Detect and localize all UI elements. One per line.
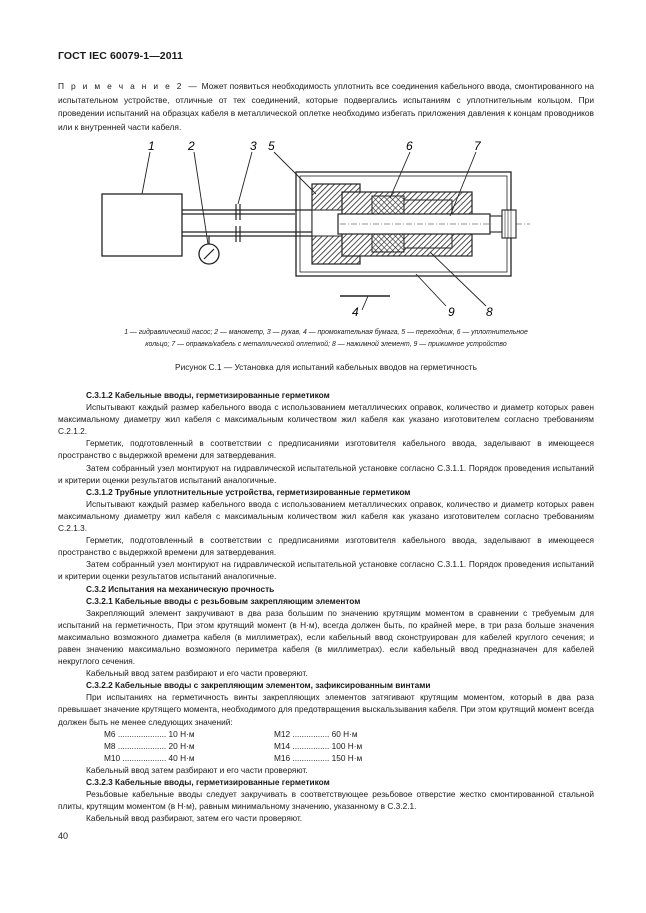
paragraph: Герметик, подготовленный в соответствии с предписаниями изготовителя кабельного ввода, заделывают в имеющееся пространство с выдержкой времени для затвердевания. bbox=[58, 438, 594, 461]
figure-caption: Рисунок С.1 — Установка для испытаний кабельных вводов на герметичность bbox=[175, 362, 477, 372]
paragraph: При испытаниях на герметичность винты закрепляющих элементов затягивают крутящим моментом, который в два раза превышает значение крутящего момента, необходимого для предотвращения выскальзывания кабеля. При этом крутящий момент всегда должен быть не менее следующих значений: bbox=[58, 692, 594, 727]
label-6: 6 bbox=[406, 139, 413, 153]
label-1: 1 bbox=[148, 139, 155, 153]
torque-row bbox=[104, 728, 594, 740]
paragraph: Герметик, подготовленный в соответствии с предписаниями изготовителя кабельного ввода, заделывают в имеющееся пространство с выдержкой времени для затвердевания. bbox=[58, 535, 594, 558]
paragraph: Кабельный ввод разбирают, затем его части проверяют. bbox=[86, 813, 303, 824]
body-text bbox=[58, 389, 594, 824]
paragraph: Кабельный ввод затем разбирают и его части проверяют. bbox=[86, 668, 308, 679]
standard-header: ГОСТ IEC 60079-1—2011 bbox=[58, 50, 183, 62]
torque-row bbox=[104, 752, 594, 764]
torque-value: M12 ................ 60 Н·м bbox=[274, 728, 358, 739]
label-2: 2 bbox=[188, 139, 195, 153]
note-text: Может появиться необходимость уплотнить все соединения кабельного ввода, смонтированного на испытательном устройстве, отличные от тех соединений, которые подвергались испытаниям с уплотнительным кольцом. При проведении испытаний на образцах кабеля в металлической оплетке необходимо избегать приложения давления к концам проводников или к внутренней части кабеля. bbox=[58, 81, 594, 132]
pump-box bbox=[102, 194, 182, 256]
legend-line-2: кольцо; 7 — оправка/кабель с металлической оплеткой; 8 — нажимной элемент, 9 — прижимное устройство bbox=[145, 340, 507, 348]
section-heading: С.3.2 Испытания на механическую прочность bbox=[86, 583, 275, 594]
paragraph: Резьбовые кабельные вводы следует закручивать в соответствующее резьбовое отверстие жестко смонтированной стальной плиты, крутящим моментом (в Н·м), равным минимальному значению, указанному в С.3.2.1. bbox=[58, 789, 594, 812]
paragraph: Испытывают каждый размер кабельного ввода с использованием металлических оправок, количество и диаметр которых равен максимальному диаметру жил кабеля с максимальным количеством жил кабеля как указано изготовителем согласно требованиям С.2.1.2. bbox=[58, 402, 594, 437]
label-5: 5 bbox=[268, 139, 275, 153]
label-3: 3 bbox=[250, 139, 257, 153]
section-heading: С.3.2.1 Кабельные вводы с резьбовым закрепляющим элементом bbox=[86, 595, 361, 606]
label-7: 7 bbox=[474, 139, 481, 153]
section-heading: С.3.2.2 Кабельные вводы с закрепляющим элементом, зафиксированным винтами bbox=[86, 680, 431, 691]
paragraph: Затем собранный узел монтируют на гидравлической испытательной установке согласно С.3.1.1. Порядок проведения испытаний и критерии оценки результатов испытаний аналогичные. bbox=[58, 559, 594, 582]
note-label: П р и м е ч а н и е 2 — bbox=[58, 81, 199, 91]
torque-value: M6 ..................... 10 Н·м bbox=[104, 728, 195, 739]
note-paragraph bbox=[58, 80, 594, 134]
paragraph: Закрепляющий элемент закручивают в два раза большим по значению крутящим моментом в сравнении с требуемым для испытаний на герметичность, При этом крутящий момент (в Н·м), всегда должен быть, по крайней мере, в три раза больше значения максимально возможного диаметра кабеля (в миллиметрах), если кабельный ввод сконструирован для кабелей круглого сечения; и равен значению максимально возможного периметра кабеля (в миллиметрах). если кабельный ввод предназначен для кабелей некруглого сечения. bbox=[58, 607, 594, 667]
label-8: 8 bbox=[486, 305, 493, 319]
torque-value: M8 ..................... 20 Н·м bbox=[104, 740, 195, 751]
paragraph: Затем собранный узел монтируют на гидравлической испытательной установке согласно С.3.1.1. Порядок проведения испытаний и критерии оценки результатов испытаний аналогичные. bbox=[58, 462, 594, 485]
test-setup-diagram bbox=[90, 134, 560, 324]
section-heading: С.3.2.3 Кабельные вводы, герметизированные герметиком bbox=[86, 777, 330, 787]
section-heading: С.3.1.2 Кабельные вводы, герметизированные герметиком bbox=[86, 390, 330, 400]
torque-value: M10 ................... 40 Н·м bbox=[104, 752, 195, 763]
torque-row bbox=[104, 740, 594, 752]
section-heading: С.3.1.2 Трубные уплотнительные устройства, герметизированные герметиком bbox=[86, 486, 411, 497]
torque-table bbox=[58, 728, 594, 764]
label-4: 4 bbox=[352, 305, 359, 319]
torque-value: M14 ................ 100 Н·м bbox=[274, 740, 363, 751]
legend-line-1: 1 — гидравлический насос; 2 — манометр, 3 — рукав, 4 — промокательная бумага, 5 — переходник, 6 — уплотнительное bbox=[124, 329, 528, 336]
torque-value: M16 ................ 150 Н·м bbox=[274, 752, 363, 763]
page-number: 40 bbox=[58, 831, 69, 841]
figure-legend bbox=[58, 327, 594, 350]
label-9: 9 bbox=[448, 305, 455, 319]
paragraph: Кабельный ввод затем разбирают и его части проверяют. bbox=[86, 764, 308, 775]
paragraph: Испытывают каждый размер кабельного ввода с использованием металлических оправок, количество и диаметр которых равен максимальному диаметру жил кабеля с максимальным количеством жил кабеля как указано изготовителем согласно требованиям С.2.1.3. bbox=[58, 498, 594, 534]
